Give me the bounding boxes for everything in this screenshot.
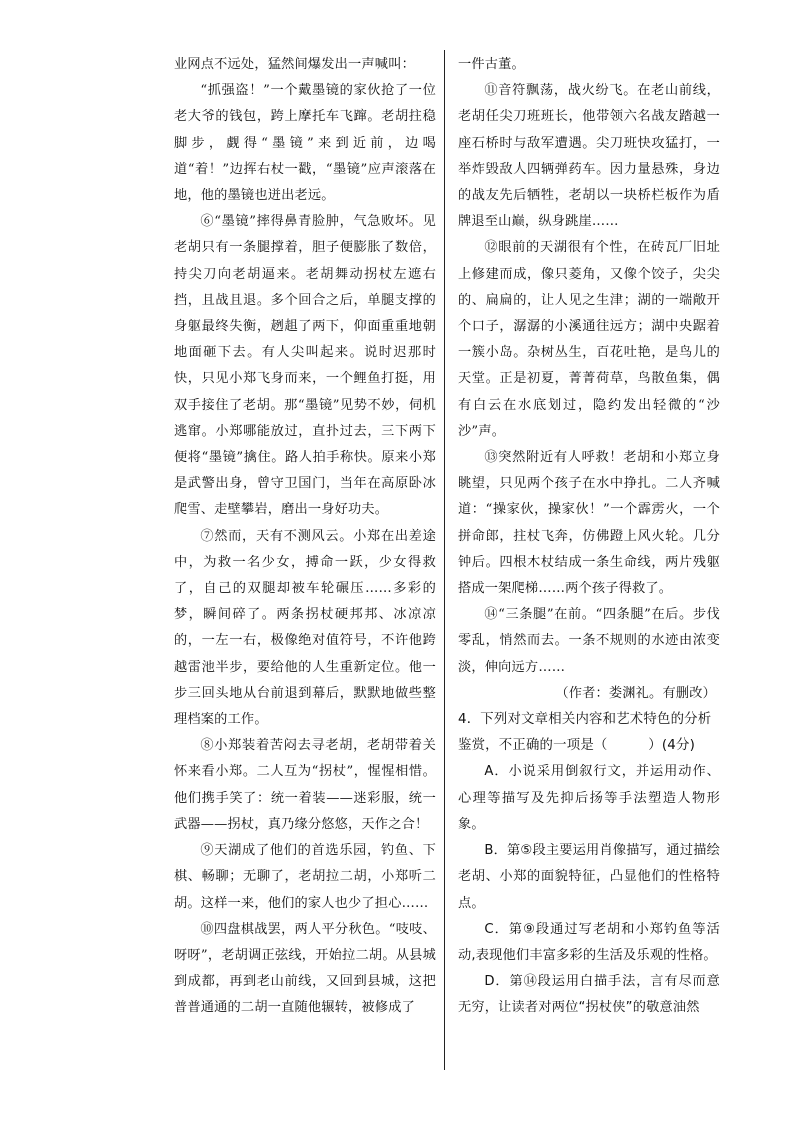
story-paragraph: ⑭“三条腿”在前。“四条腿”在后。步伐零乱，悄然而去。一条不规则的水迹由浓变淡，伸向远方……	[458, 607, 720, 675]
right-column	[458, 52, 720, 1022]
story-paragraph: 一件古董。	[458, 57, 525, 72]
question-stem: 4．下列对文章相关内容和艺术特色的分析鉴赏，不正确的一项是（ ）(4分)	[458, 712, 712, 754]
story-paragraph: ⑦然而，天有不测风云。小郑在出差途中，为救一名少女，搏命一跃，少女得救了，自己的双腿却被车轮碾压……多彩的梦，瞬间碎了。两条拐杖硬邦邦、冰凉凉的，一左一右，极像绝对值符号，不许他跨越雷池半步，要给他的人生重新定位。他一步三回头地从台前退到幕后，默默地做些整理档案的工作。	[174, 528, 436, 728]
column-divider	[444, 50, 445, 1070]
story-paragraph: 业网点不远处，猛然间爆发出一声喊叫：	[174, 57, 415, 72]
story-paragraph: ⑧小郑装着苦闷去寻老胡，老胡带着关怀来看小郑。二人互为“拐杖”，惺惺相惜。他们携手笑了：统一着装——迷彩服，统一武器——拐杖，真乃缘分悠悠，天作之合！	[174, 738, 436, 832]
story-paragraph: ⑫眼前的天湖很有个性，在砖瓦厂旧址上修建而成，像只菱角，又像个饺子，尖尖的、扁扁的，让人见之生津；湖的一端敞开个口子，潺潺的小溪通往远方；湖中央踞着一簇小岛。杂树丛生，百花吐艳，是鸟儿的天堂。正是初夏，菁菁荷草，鸟散鱼集，偶有白云在水底划过，隐约发出轻微的“沙沙”声。	[458, 240, 720, 439]
story-paragraph: “抓强盗！”一个戴墨镜的家伙抢了一位老大爷的钱包，跨上摩托车飞蹿。老胡拄稳脚步，觑得“墨镜”来到近前，边喝道“着！”边挥右杖一戳，“墨镜”应声滚落在地，他的墨镜也迸出老远。	[174, 83, 436, 204]
story-paragraph: ⑪音符飘荡，战火纷飞。在老山前线，老胡任尖刀班班长，他带领六名战友踏越一座石桥时与敌军遭遇。尖刀班快攻猛打，一举炸毁敌人四辆弹药车。因力量悬殊，身边的战友先后牺牲，老胡以一块桥栏板作为盾牌退至山巅，纵身跳崖……	[458, 83, 720, 230]
option-c: C．第⑨段通过写老胡和小郑钓鱼等活动,表现他们丰富多彩的生活及乐观的性格。	[458, 921, 720, 963]
story-paragraph: ⑩四盘棋战罢，两人平分秋色。“吱吱、呀呀”，老胡调正弦线，开始拉二胡。从县城到成都，再到老山前线，又回到县城，这把普普通通的二胡一直随他辗转，被修成了	[174, 921, 436, 1016]
story-paragraph: ⑬突然附近有人呼救！老胡和小郑立身眺望，只见两个孩子在水中挣扎。二人齐喊道：“操家伙，操家伙！”一个霹雳火，一个拼命郎，拄杖飞奔，仿佛蹬上风火轮。几分钟后。四根木杖结成一条生命线，两片残躯搭成一架爬梯……两个孩子得救了。	[458, 450, 720, 597]
author-source: （作者：娄渊礼。有删改）	[555, 685, 716, 701]
left-column	[174, 52, 436, 1022]
story-paragraph: ⑨天湖成了他们的首选乐园，钓鱼、下棋、畅聊；无聊了，老胡拉二胡，小郑听二胡。这样一来，他们的家人也少了担心……	[174, 843, 436, 911]
option-d: D．第⑭段运用白描手法，言有尽而意无穷，让读者对两位“拐杖侠”的敬意油然	[458, 974, 720, 1016]
story-paragraph: ⑥“墨镜”摔得鼻青脸肿，气急败坏。见老胡只有一条腿撑着，胆子便膨胀了数倍，持尖刀向老胡逼来。老胡舞动拐杖左遮右挡，且战且退。多个回合之后，单腿支撑的身躯最终失衡，趔趄了两下，仰面重重地朝地面砸下去。有人尖叫起来。说时迟那时快，只见小郑飞身而来，一个鲤鱼打挺，用双手接住了老胡。那“墨镜”见势不妙，伺机逃窜。小郑哪能放过，直扑过去，三下两下便将“墨镜”擒住。路人拍手称快。原来小郑是武警出身，曾守卫国门，当年在高原卧冰爬雪、走壁攀岩，磨出一身好功夫。	[174, 214, 436, 518]
option-a: A．小说采用倒叙行文，并运用动作、心理等描写及先抑后扬等手法塑造人物形象。	[458, 764, 720, 832]
option-b: B．第⑤段主要运用肖像描写，通过描绘老胡、小郑的面貌特征，凸显他们的性格特点。	[458, 843, 720, 911]
